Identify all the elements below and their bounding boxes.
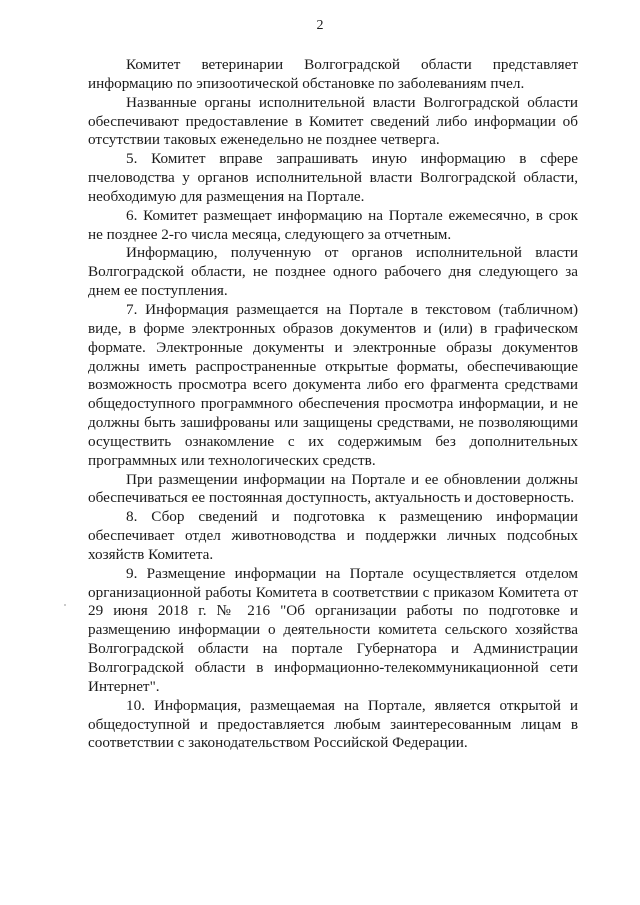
paragraph-clause-5: 5. Комитет вправе запрашивать иную информацию в сфере пчеловодства у органов исполнительной власти Волгоградской области, необходимую для размещения на Портале. bbox=[88, 150, 578, 205]
paragraph-executive-bodies-reporting: Названные органы исполнительной власти Волгоградской области обеспечивают предоставление в Комитет сведений либо информации об отсутствии таковых еженедельно не позднее четверга. bbox=[88, 93, 578, 149]
paragraph-clause-6-continuation: Информацию, полученную от органов исполнительной власти Волгоградской области, не позднее одного рабочего дня следующего за днем ее поступления. bbox=[88, 244, 578, 300]
paragraph-veterinary-committee: Комитет ветеринарии Волгоградской области представляет информацию по эпизоотической обстановке по заболеваниям пчел. bbox=[88, 56, 578, 92]
page-number: 2 bbox=[316, 18, 324, 33]
paragraph-clause-7-continuation: При размещении информации на Портале и ее обновлении должны обеспечиваться ее постоянная доступность, актуальность и достоверность. bbox=[88, 470, 578, 507]
paragraph-clause-8: 8. Сбор сведений и подготовка к размещению информации обеспечивает отдел животноводства и поддержки личных подсобных хозяйств Комитета. bbox=[88, 508, 578, 563]
document-body bbox=[88, 56, 578, 753]
scan-speck bbox=[64, 604, 66, 606]
paragraph-clause-6: 6. Комитет размещает информацию на Портале ежемесячно, в срок не позднее 2-го числа месяца, следующего за отчетным. bbox=[88, 206, 578, 243]
paragraph-clause-9: 9. Размещение информации на Портале осуществляется отделом организационной работы Комитета в соответствии с приказом Комитета от 29 июня 2018 г. № 216 "Об организации работы по подготовке и размещению информации о деятельности комитета сельского хозяйства Волгоградской области на портале Губернатора и Администрации Волгоградской области в информационно-телекоммуникационной сети Интернет". bbox=[88, 564, 578, 695]
paragraph-clause-10: 10. Информация, размещаемая на Портале, является открытой и общедоступной и предоставляется любым заинтересованным лицам в соответствии с законодательством Российской Федерации. bbox=[88, 696, 578, 752]
paragraph-clause-7: 7. Информация размещается на Портале в текстовом (табличном) виде, в форме электронных образов документов и (или) в графическом формате. Электронные документы и электронные образы документов должны иметь распространенные открытые форматы, обеспечивающие возможность просмотра всего документа либо его фрагмента средствами общедоступного программного обеспечения просмотра информации, и не должны быть зашифрованы или защищены средствами, не позволяющими осуществить ознакомление с их содержимым без дополнительных программных или технологических средств. bbox=[88, 300, 578, 469]
